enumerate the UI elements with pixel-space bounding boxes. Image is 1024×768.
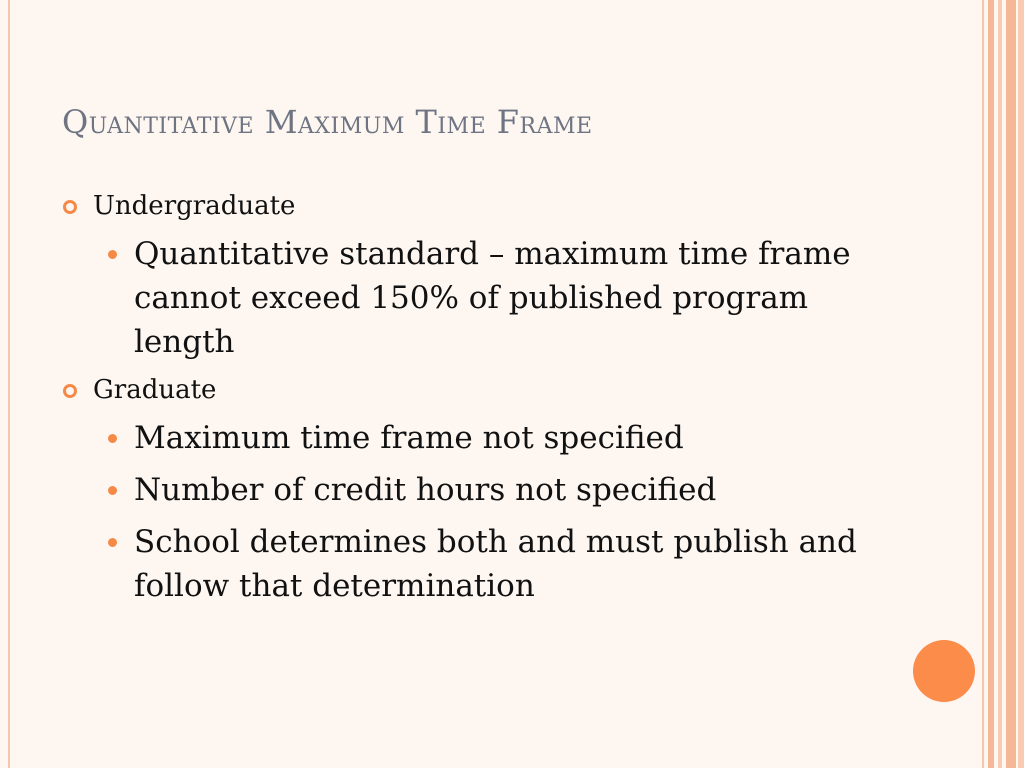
slide-title: Quantitative Maximum Time Frame bbox=[62, 103, 593, 141]
left-border-line bbox=[8, 0, 10, 768]
section-label: Undergraduate bbox=[93, 191, 296, 221]
section-label: Graduate bbox=[93, 375, 217, 405]
right-border-line bbox=[982, 0, 984, 768]
right-border-band bbox=[998, 0, 1002, 768]
bullet-text: Quantitative standard – maximum time frame cannot exceed 150% of published program length bbox=[134, 236, 851, 360]
dot-bullet-icon bbox=[108, 538, 117, 547]
bullet-text: Maximum time frame not specified bbox=[134, 420, 684, 456]
slide-body bbox=[60, 188, 860, 616]
bullet-level1 bbox=[60, 372, 860, 408]
bullet-level2 bbox=[60, 232, 860, 364]
ring-bullet-icon bbox=[63, 384, 77, 398]
right-border-band bbox=[988, 0, 994, 768]
bullet-text: School determines both and must publish and follow that determination bbox=[134, 524, 857, 604]
right-border-band bbox=[1006, 0, 1016, 768]
decorative-circle bbox=[913, 640, 975, 702]
bullet-level2 bbox=[60, 520, 860, 608]
section-undergraduate bbox=[60, 188, 860, 364]
bullet-text: Number of credit hours not specified bbox=[134, 472, 717, 508]
dot-bullet-icon bbox=[108, 434, 117, 443]
dot-bullet-icon bbox=[108, 250, 117, 259]
bullet-level1 bbox=[60, 188, 860, 224]
right-border-band bbox=[1018, 0, 1024, 768]
section-graduate bbox=[60, 372, 860, 608]
bullet-level2 bbox=[60, 468, 860, 512]
dot-bullet-icon bbox=[108, 486, 117, 495]
bullet-level2 bbox=[60, 416, 860, 460]
ring-bullet-icon bbox=[63, 200, 77, 214]
